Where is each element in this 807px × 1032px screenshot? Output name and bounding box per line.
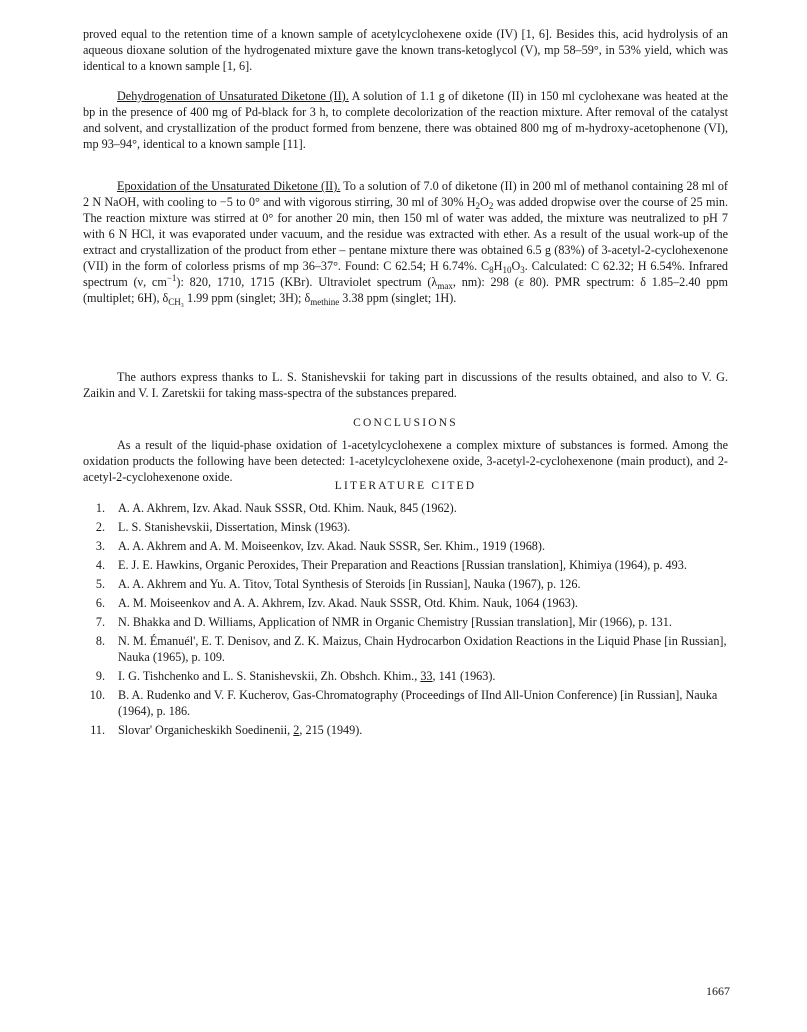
reference-text: A. A. Akhrem and A. M. Moiseenkov, Izv. Akad. Nauk SSSR, Ser. Khim., 1919 (1968).: [118, 539, 545, 553]
epox-text-2: was added dropwise over the course of 25 min. The reaction mixture was stirred at 0° for another 20 min, then 150 ml of water was added, the mixture was neutralized to pH 7 with 6 N HCl, it was evaporated under vacuum, and the residue was extracted with ether. As a result of the usual work-up of the extract and crystallization of the product from ether – pentane mixture there was obtained 6.5 g (83%) of 3-acetyl-2-cyclohexenone (VII) in the form of colorless prisms of mp 36–37°. Found: C 62.54; H 6.74%. C: [83, 195, 728, 273]
reference-number: 2.: [95, 520, 105, 534]
reference-text: B. A. Rudenko and V. F. Kucherov, Gas-Chromatography (Proceedings of IInd All-Union Conference) [in Russian], Nauka (1964), p. 186.: [118, 688, 718, 718]
reference-number: 3.: [95, 539, 105, 553]
cm-superscript: −1: [166, 273, 177, 283]
paragraph-epoxidation: [83, 178, 728, 306]
reference-text: E. J. E. Hawkins, Organic Peroxides, Their Preparation and Reactions [Russian translation], Khimiya (1964), p. 493.: [118, 558, 687, 572]
section-title-dehydrogenation: Dehydrogenation of Unsaturated Diketone (II).: [117, 89, 349, 103]
formula-c-subscript: 8: [489, 265, 494, 275]
reference-text-pre: I. G. Tishchenko and L. S. Stanishevskii, Zh. Obshch. Khim.,: [118, 669, 421, 683]
reference-item: [83, 519, 728, 535]
reference-number: 4.: [95, 558, 105, 572]
section-title-epoxidation: Epoxidation of the Unsaturated Diketone (II).: [117, 179, 341, 193]
conclusions-heading: CONCLUSIONS: [353, 417, 458, 429]
h2o2-subscript-1: 2: [475, 201, 481, 211]
reference-number: 7.: [95, 615, 105, 629]
reference-text: A. A. Akhrem, Izv. Akad. Nauk SSSR, Otd. Khim. Nauk, 845 (1962).: [118, 501, 457, 515]
epox-text-6: 1.99 ppm (singlet; 3H); δ: [183, 291, 311, 305]
reference-item: [83, 538, 728, 554]
epox-text-3: . Calculated: C 62.32; H 6.54%. Infrared spectrum (ν, cm: [83, 259, 728, 289]
paragraph-continuation: proved equal to the retention time of a known sample of acetylcyclohexene oxide (IV) [1, 6]. Besides this, acid hydrolysis of an aqueous dioxane solution of the hydrogenated mixture gave the known trans-ketoglycol (V), mp 58–59°, in 53% yield, which was identical to a known sample [1, 6].: [83, 27, 728, 73]
reference-item: [83, 576, 728, 592]
reference-text: N. M. Émanuél', E. T. Denisov, and Z. K. Maizus, Chain Hydrocarbon Oxidation Reactions in the Liquid Phase [in Russian], Nauka (1965), p. 109.: [118, 634, 727, 664]
formula-o-label: O: [511, 259, 521, 273]
reference-text: N. Bhakka and D. Williams, Application of NMR in Organic Chemistry [Russian translation], Mir (1966), p. 131.: [118, 615, 672, 629]
reference-text: A. A. Akhrem and Yu. A. Titov, Total Synthesis of Steroids [in Russian], Nauka (1967), p. 126.: [118, 577, 581, 591]
reference-list: [83, 500, 728, 741]
reference-item: [83, 668, 728, 684]
reference-number: 5.: [95, 577, 105, 591]
reference-item: [83, 500, 728, 516]
reference-number: 11.: [90, 723, 105, 737]
reference-text-post: , 141 (1963).: [432, 669, 496, 683]
methine-subscript: methine: [310, 297, 340, 307]
reference-text: A. M. Moiseenkov and A. A. Akhrem, Izv. Akad. Nauk SSSR, Otd. Khim. Nauk, 1064 (1963).: [118, 596, 578, 610]
h2o2-mid: O: [480, 195, 489, 209]
paragraph-acknowledgments: The authors express thanks to L. S. Stanishevskii for taking part in discussions of the results obtained, and also to V. G. Zaikin and V. I. Zaretskii for taking mass-spectra of the substances prepared.: [83, 370, 728, 400]
reference-number: 10.: [89, 688, 105, 702]
formula-h-subscript: 10: [502, 265, 512, 275]
paragraph-dehydrogenation: [83, 88, 728, 152]
reference-text-pre: Slovar' Organicheskikh Soedinenii,: [118, 723, 294, 737]
reference-item: [83, 595, 728, 611]
reference-item: [83, 614, 728, 630]
h2o2-subscript-2: 2: [488, 201, 494, 211]
reference-volume: 2: [293, 723, 300, 737]
reference-number: 6.: [95, 596, 105, 610]
dehydrogenation-text: A solution of 1.1 g of diketone (II) in 150 ml cyclohexane was heated at the bp in the presence of 400 mg of Pd-black for 3 h, to complete decolorization of the reaction mixture. After removal of the catalyst and solvent, and crystallization of the product formed from benzene, there was obtained 800 mg of m-hydroxy-acetophenone (VI), mp 93–94°, identical to a known sample [11].: [83, 89, 728, 151]
epox-text-7: 3.38 ppm (singlet; 1H).: [339, 291, 457, 305]
epox-text-4: ): 820, 1710, 1715 (KBr). Ultraviolet spectrum (λ: [176, 275, 438, 289]
reference-text: L. S. Stanishevskii, Dissertation, Minsk (1963).: [118, 520, 351, 534]
literature-heading: LITERATURE CITED: [334, 480, 477, 492]
formula-o-subscript: 3: [520, 265, 525, 275]
reference-item: [83, 557, 728, 573]
reference-item: [83, 722, 728, 738]
epox-text-5: , nm): 298 (ε 80). PMR spectrum: δ 1.85–2.40 ppm (multiplet; 6H), δ: [83, 275, 728, 305]
reference-number: 1.: [95, 501, 105, 515]
ch3-subscript: CH₃: [168, 297, 184, 307]
formula-h-label: H: [493, 259, 503, 273]
reference-item: [83, 633, 728, 665]
reference-volume: 33: [420, 669, 433, 683]
reference-number: 8.: [95, 634, 105, 648]
reference-item: [83, 687, 728, 719]
paragraph-conclusions: As a result of the liquid-phase oxidation of 1-acetylcyclohexene a complex mixture of substances is formed. Among the oxidation products the following have been detected: 1-acetylcyclohexene oxide, 3-acetyl-2-cyclohexenone (main product), and 2-acetyl-2-cyclohexenone oxide.: [83, 438, 728, 484]
reference-number: 9.: [95, 669, 105, 683]
lambda-max-subscript: max: [437, 281, 453, 291]
reference-text-post: , 215 (1949).: [299, 723, 363, 737]
epox-text-1: To a solution of 7.0 of diketone (II) in 200 ml of methanol containing 28 ml of 2 N NaOH, with cooling to −5 to 0° and with vigorous stirring, 30 ml of 30% H: [83, 179, 728, 209]
page-number: 1667: [706, 984, 730, 998]
